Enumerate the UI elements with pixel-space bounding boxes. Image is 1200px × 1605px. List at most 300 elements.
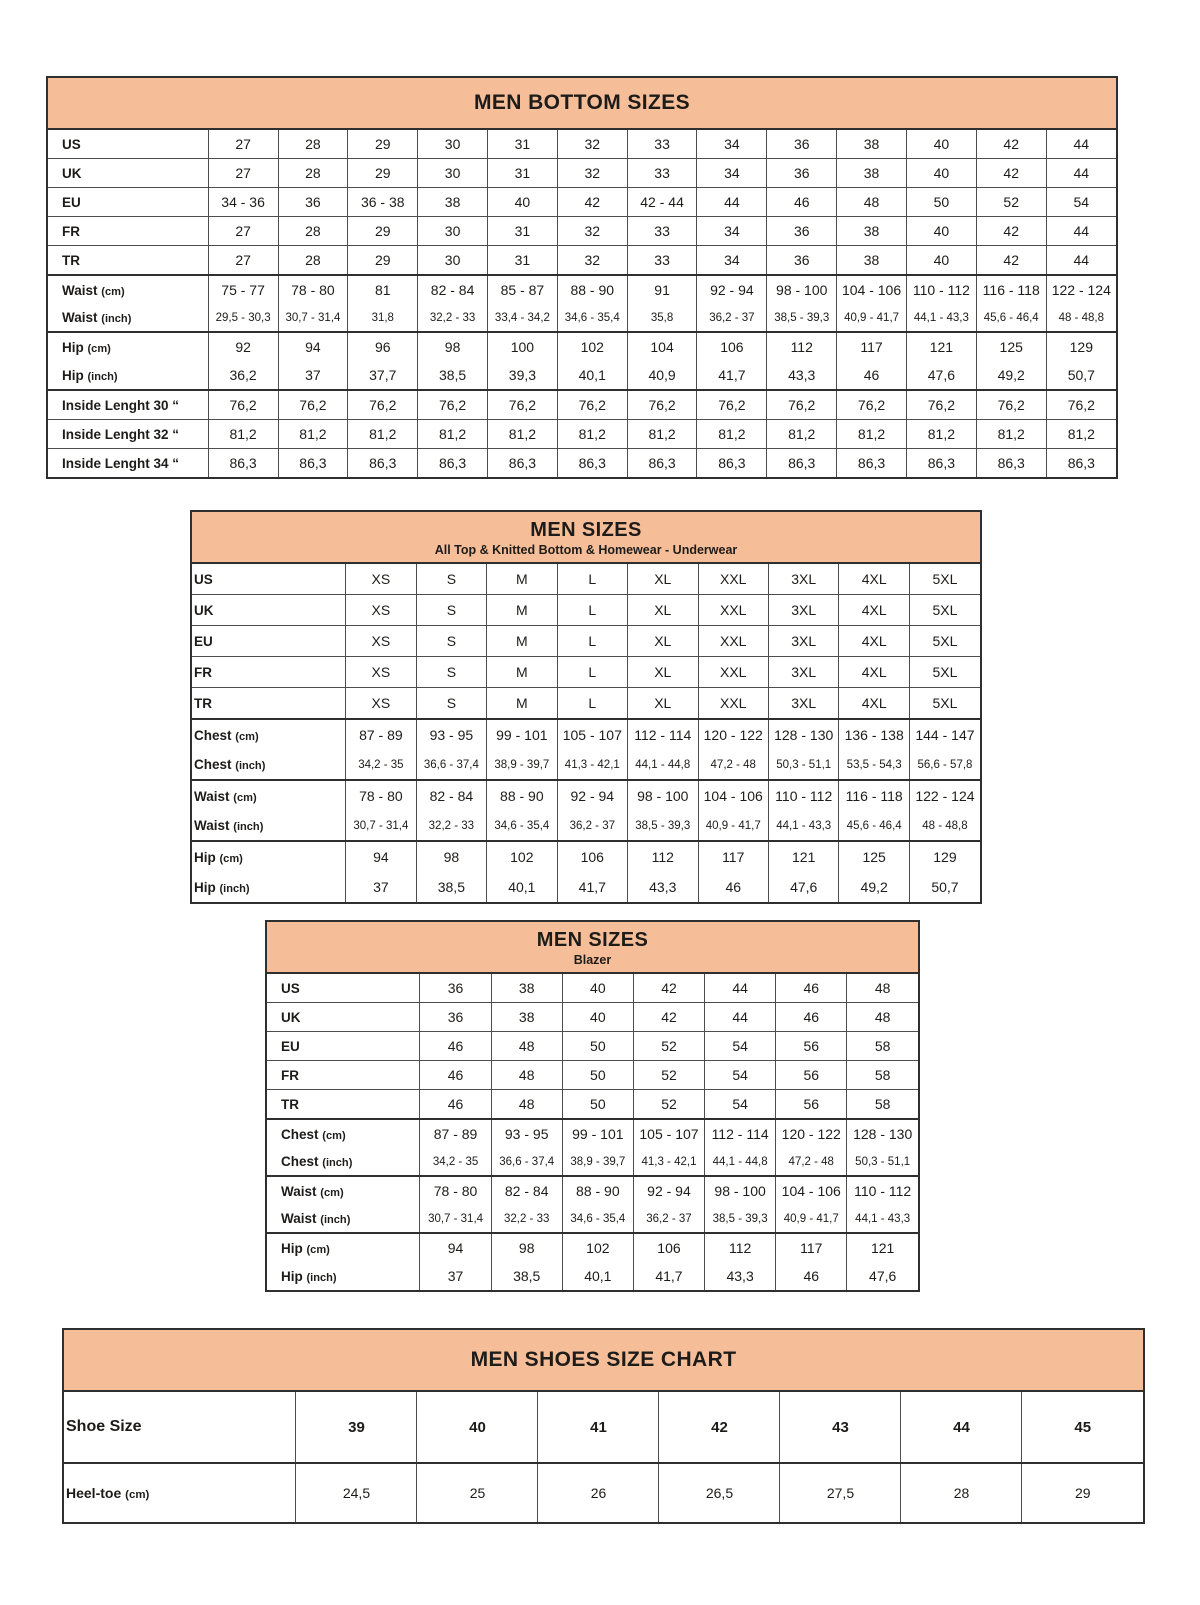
cell-value: 136 - 138 [839, 719, 909, 750]
cell-value: 30 [418, 217, 488, 246]
cell-value: 44,1 - 44,8 [628, 750, 698, 780]
cell-value: 32,2 - 33 [416, 811, 486, 841]
cell-value: 43 [780, 1392, 901, 1463]
cell-value: XXL [698, 564, 768, 595]
cell-value: 99 - 101 [562, 1119, 633, 1148]
cell-value: M [487, 688, 557, 720]
row-label: Waist (inch) [62, 310, 132, 325]
cell-value: 86,3 [1046, 449, 1116, 478]
cell-value: 31 [488, 159, 558, 188]
cell-value: 42 [976, 246, 1046, 276]
cell-value: 48 - 48,8 [1046, 304, 1116, 332]
cell-value: 121 [906, 332, 976, 361]
cell-value: 34,2 - 35 [420, 1148, 491, 1176]
cell-value: 88 - 90 [562, 1176, 633, 1205]
cell-value: 116 - 118 [839, 780, 909, 811]
cell-value: 4XL [839, 626, 909, 657]
cell-value: 82 - 84 [491, 1176, 562, 1205]
cell-value: 31 [488, 130, 558, 159]
cell-value: 76,2 [906, 390, 976, 420]
table-row [48, 420, 1116, 449]
table-row [267, 974, 918, 1003]
cell-value: S [416, 657, 486, 688]
cell-value: 42 [659, 1392, 780, 1463]
cell-value: 28 [278, 159, 348, 188]
cell-value: 38 [837, 217, 907, 246]
cell-value: 49,2 [976, 361, 1046, 390]
cell-value: 29 [1022, 1463, 1143, 1522]
table-row [192, 872, 980, 902]
cell-value: 87 - 89 [346, 719, 416, 750]
cell-value: 36,2 - 37 [557, 811, 627, 841]
cell-value: 46 [837, 361, 907, 390]
cell-value: 102 [562, 1233, 633, 1262]
row-label-unit: (cm) [320, 1186, 344, 1199]
cell-value: S [416, 626, 486, 657]
cell-value: 27 [208, 246, 278, 276]
cell-value: 28 [278, 217, 348, 246]
cell-value: 54 [705, 1032, 776, 1061]
table-row [192, 564, 980, 595]
table-row [192, 595, 980, 626]
cell-value: 106 [557, 841, 627, 872]
cell-value: 40,1 [562, 1262, 633, 1290]
cell-value: 76,2 [976, 390, 1046, 420]
cell-value: 43,3 [767, 361, 837, 390]
cell-value: 40 [562, 1003, 633, 1032]
cell-value: 40,9 - 41,7 [698, 811, 768, 841]
cell-value: 38,5 [418, 361, 488, 390]
cell-value: XS [346, 595, 416, 626]
cell-value: XXL [698, 626, 768, 657]
cell-value: 47,2 - 48 [698, 750, 768, 780]
table-row [48, 130, 1116, 159]
cell-value: 41,7 [633, 1262, 704, 1290]
cell-value: XL [628, 688, 698, 720]
table-title: MEN SIZES [536, 929, 649, 951]
cell-value: 98 [416, 841, 486, 872]
cell-value: 112 - 114 [705, 1119, 776, 1148]
cell-value: 117 [776, 1233, 847, 1262]
cell-value: M [487, 626, 557, 657]
table-row [48, 304, 1116, 332]
cell-value: S [416, 564, 486, 595]
men-sizes-top-table [190, 510, 982, 904]
cell-value: 49,2 [839, 872, 909, 902]
table-row [48, 159, 1116, 188]
table-header [192, 512, 980, 564]
table-row [267, 1148, 918, 1176]
table-title: MEN BOTTOM SIZES [473, 91, 691, 114]
table-row [48, 275, 1116, 304]
cell-value: 38,9 - 39,7 [487, 750, 557, 780]
cell-value: 102 [487, 841, 557, 872]
cell-value: 58 [847, 1032, 918, 1061]
row-label: FR [267, 1061, 420, 1090]
cell-value: XS [346, 564, 416, 595]
row-label: Waist (cm) [48, 275, 208, 304]
cell-value: 76,2 [627, 390, 697, 420]
cell-value: 40,1 [487, 872, 557, 902]
table-row [267, 1003, 918, 1032]
cell-value: 34,6 - 35,4 [557, 304, 627, 332]
cell-value: 40 [906, 159, 976, 188]
cell-value: 33,4 - 34,2 [488, 304, 558, 332]
cell-value: 48 - 48,8 [909, 811, 980, 841]
cell-value: 104 - 106 [837, 275, 907, 304]
cell-value: 33 [627, 159, 697, 188]
cell-value: 27,5 [780, 1463, 901, 1522]
cell-value: 38 [491, 1003, 562, 1032]
cell-value: 92 - 94 [633, 1176, 704, 1205]
cell-value: 31,8 [348, 304, 418, 332]
cell-value: 32 [557, 130, 627, 159]
row-label: Hip (cm) [48, 332, 208, 361]
cell-value: 30 [418, 246, 488, 276]
cell-value: 41,7 [697, 361, 767, 390]
cell-value: 31 [488, 246, 558, 276]
row-label: UK [267, 1003, 420, 1032]
cell-value: 56,6 - 57,8 [909, 750, 980, 780]
cell-value: 36 - 38 [348, 188, 418, 217]
cell-value: L [557, 595, 627, 626]
cell-value: 53,5 - 54,3 [839, 750, 909, 780]
cell-value: 46 [420, 1061, 491, 1090]
cell-value: 47,6 [906, 361, 976, 390]
cell-value: 76,2 [488, 390, 558, 420]
cell-value: 50 [906, 188, 976, 217]
cell-value: 98 - 100 [767, 275, 837, 304]
table-row [48, 188, 1116, 217]
cell-value: 32 [557, 217, 627, 246]
cell-value: 29 [348, 217, 418, 246]
cell-value: 112 [628, 841, 698, 872]
cell-value: XS [346, 657, 416, 688]
row-label: US [194, 571, 213, 587]
cell-value: 36 [278, 188, 348, 217]
cell-value: 45,6 - 46,4 [839, 811, 909, 841]
cell-value: 36 [767, 217, 837, 246]
cell-value: 50 [562, 1032, 633, 1061]
cell-value: 52 [633, 1061, 704, 1090]
cell-value: 81,2 [278, 420, 348, 449]
cell-value: 54 [1046, 188, 1116, 217]
table-row [192, 719, 980, 750]
cell-value: 27 [208, 217, 278, 246]
cell-value: 112 [767, 332, 837, 361]
row-label-unit: (cm) [322, 1129, 346, 1142]
cell-value: 38,5 - 39,3 [628, 811, 698, 841]
cell-value: 86,3 [418, 449, 488, 478]
table-row [267, 1205, 918, 1233]
cell-value: 42 [557, 188, 627, 217]
cell-value: 93 - 95 [416, 719, 486, 750]
cell-value: 47,2 - 48 [776, 1148, 847, 1176]
cell-value: 46 [767, 188, 837, 217]
cell-value: 88 - 90 [487, 780, 557, 811]
cell-value: 112 - 114 [628, 719, 698, 750]
row-label: TR [267, 1090, 420, 1120]
cell-value: 34,6 - 35,4 [562, 1205, 633, 1233]
row-label: US [281, 980, 300, 996]
table-row [267, 1032, 918, 1061]
cell-value: 56 [776, 1032, 847, 1061]
cell-value: 42 - 44 [627, 188, 697, 217]
cell-value: 117 [698, 841, 768, 872]
cell-value: 48 [491, 1061, 562, 1090]
table-subtitle: Blazer [573, 953, 612, 967]
cell-value: 38,5 - 39,3 [767, 304, 837, 332]
cell-value: 43,3 [628, 872, 698, 902]
cell-value: 41,7 [557, 872, 627, 902]
row-label: Chest (cm) [267, 1119, 420, 1148]
cell-value: 44,1 - 43,3 [847, 1205, 918, 1233]
cell-value: 52 [976, 188, 1046, 217]
row-label-unit: (cm) [87, 342, 111, 355]
cell-value: 4XL [839, 688, 909, 720]
cell-value: 42 [976, 130, 1046, 159]
cell-value: 46 [698, 872, 768, 902]
cell-value: 36,2 [208, 361, 278, 390]
cell-value: 32 [557, 246, 627, 276]
table-row [48, 217, 1116, 246]
cell-value: 76,2 [418, 390, 488, 420]
cell-value: 36 [767, 246, 837, 276]
cell-value: S [416, 595, 486, 626]
cell-value: XL [628, 595, 698, 626]
cell-value: XXL [698, 688, 768, 720]
table-row [267, 1233, 918, 1262]
cell-value: 30,7 - 31,4 [346, 811, 416, 841]
cell-value: 78 - 80 [346, 780, 416, 811]
cell-value: 46 [420, 1032, 491, 1061]
cell-value: 92 [208, 332, 278, 361]
cell-value: 30,7 - 31,4 [420, 1205, 491, 1233]
cell-value: 38 [837, 159, 907, 188]
cell-value: 4XL [839, 657, 909, 688]
cell-value: 44 [705, 1003, 776, 1032]
cell-value: 38 [418, 188, 488, 217]
men-bottom-sizes-table [46, 76, 1118, 479]
cell-value: 3XL [768, 688, 838, 720]
cell-value: 110 - 112 [906, 275, 976, 304]
cell-value: 117 [837, 332, 907, 361]
cell-value: 50,3 - 51,1 [768, 750, 838, 780]
cell-value: 44 [1046, 130, 1116, 159]
cell-value: 40 [906, 130, 976, 159]
size-grid [48, 130, 1116, 477]
cell-value: 144 - 147 [909, 719, 980, 750]
size-grid [192, 564, 980, 902]
table-row [192, 688, 980, 720]
cell-value: 110 - 112 [847, 1176, 918, 1205]
row-label: Hip (cm) [267, 1233, 420, 1262]
cell-value: 46 [420, 1090, 491, 1120]
cell-value: 40 [562, 974, 633, 1003]
cell-value: 32,2 - 33 [491, 1205, 562, 1233]
cell-value: 121 [847, 1233, 918, 1262]
cell-value: 40 [906, 217, 976, 246]
cell-value: 28 [901, 1463, 1022, 1522]
cell-value: 86,3 [767, 449, 837, 478]
cell-value: 5XL [909, 564, 980, 595]
cell-value: 42 [976, 159, 1046, 188]
cell-value: 50 [562, 1061, 633, 1090]
cell-value: 38,5 - 39,3 [705, 1205, 776, 1233]
cell-value: 86,3 [976, 449, 1046, 478]
row-label: Hip (inch) [62, 367, 118, 383]
cell-value: 40,9 [627, 361, 697, 390]
cell-value: 5XL [909, 595, 980, 626]
men-sizes-blazer-table [265, 920, 920, 1292]
row-label-unit: (cm) [306, 1243, 330, 1256]
cell-value: 76,2 [348, 390, 418, 420]
cell-value: 44 [1046, 217, 1116, 246]
table-row [48, 361, 1116, 390]
cell-value: 48 [847, 1003, 918, 1032]
cell-value: 31 [488, 217, 558, 246]
cell-value: 81,2 [976, 420, 1046, 449]
cell-value: 50,7 [909, 872, 980, 902]
cell-value: S [416, 688, 486, 720]
cell-value: 86,3 [906, 449, 976, 478]
cell-value: 34,2 - 35 [346, 750, 416, 780]
cell-value: 5XL [909, 688, 980, 720]
cell-value: 24,5 [296, 1463, 417, 1522]
cell-value: 98 - 100 [705, 1176, 776, 1205]
cell-value: 81,2 [557, 420, 627, 449]
cell-value: 5XL [909, 657, 980, 688]
cell-value: 78 - 80 [278, 275, 348, 304]
cell-value: 86,3 [697, 449, 767, 478]
cell-value: 58 [847, 1061, 918, 1090]
row-label: UK [48, 159, 208, 188]
cell-value: 5XL [909, 626, 980, 657]
cell-value: 54 [705, 1061, 776, 1090]
row-label-unit: (cm) [233, 791, 257, 804]
cell-value: 129 [1046, 332, 1116, 361]
cell-value: 37 [278, 361, 348, 390]
cell-value: 44 [901, 1392, 1022, 1463]
cell-value: 48 [491, 1090, 562, 1120]
cell-value: 121 [768, 841, 838, 872]
cell-value: 104 - 106 [698, 780, 768, 811]
table-row [267, 1061, 918, 1090]
cell-value: 27 [208, 159, 278, 188]
row-label-unit: (cm) [235, 730, 259, 743]
cell-value: 105 - 107 [633, 1119, 704, 1148]
cell-value: 110 - 112 [768, 780, 838, 811]
table-row [48, 246, 1116, 276]
table-row [192, 626, 980, 657]
cell-value: 34,6 - 35,4 [487, 811, 557, 841]
cell-value: 33 [627, 217, 697, 246]
cell-value: 32,2 - 33 [418, 304, 488, 332]
cell-value: 41,3 - 42,1 [633, 1148, 704, 1176]
row-label-unit: (inch) [306, 1271, 337, 1284]
cell-value: 38,5 [416, 872, 486, 902]
cell-value: 50,7 [1046, 361, 1116, 390]
cell-value: 40,1 [557, 361, 627, 390]
cell-value: 75 - 77 [208, 275, 278, 304]
table-row [192, 841, 980, 872]
cell-value: 38 [491, 974, 562, 1003]
cell-value: 128 - 130 [768, 719, 838, 750]
table-row [48, 390, 1116, 420]
cell-value: 86,3 [837, 449, 907, 478]
cell-value: 30 [418, 130, 488, 159]
cell-value: 35,8 [627, 304, 697, 332]
cell-value: 56 [776, 1061, 847, 1090]
cell-value: 28 [278, 130, 348, 159]
cell-value: XL [628, 626, 698, 657]
size-grid [64, 1392, 1143, 1522]
cell-value: 81,2 [837, 420, 907, 449]
cell-value: 36,6 - 37,4 [491, 1148, 562, 1176]
cell-value: 38 [837, 130, 907, 159]
cell-value: 76,2 [837, 390, 907, 420]
cell-value: 78 - 80 [420, 1176, 491, 1205]
cell-value: 36,6 - 37,4 [416, 750, 486, 780]
cell-value: 40,9 - 41,7 [776, 1205, 847, 1233]
row-label: Waist (cm) [192, 780, 346, 811]
row-label-unit: (inch) [101, 313, 132, 325]
cell-value: 102 [557, 332, 627, 361]
cell-value: 37 [346, 872, 416, 902]
cell-value: 76,2 [208, 390, 278, 420]
cell-value: 4XL [839, 595, 909, 626]
cell-value: 81,2 [906, 420, 976, 449]
cell-value: XXL [698, 657, 768, 688]
row-label: UK [192, 595, 346, 626]
table-row [48, 449, 1116, 478]
cell-value: 46 [776, 1003, 847, 1032]
cell-value: L [557, 564, 627, 595]
row-label-unit: (cm) [101, 285, 125, 298]
cell-value: 40 [906, 246, 976, 276]
table-row [192, 657, 980, 688]
cell-value: 3XL [768, 595, 838, 626]
cell-value: 81 [348, 275, 418, 304]
cell-value: 92 - 94 [697, 275, 767, 304]
row-label: EU [192, 626, 346, 657]
cell-value: 44,1 - 44,8 [705, 1148, 776, 1176]
cell-value: 37,7 [348, 361, 418, 390]
cell-value: M [487, 657, 557, 688]
cell-value: 82 - 84 [416, 780, 486, 811]
table-subtitle: All Top & Knitted Bottom & Homewear - Underwear [434, 543, 738, 557]
cell-value: 36 [420, 974, 491, 1003]
cell-value: 81,2 [627, 420, 697, 449]
cell-value: 99 - 101 [487, 719, 557, 750]
cell-value: 76,2 [697, 390, 767, 420]
cell-value: 34 [697, 130, 767, 159]
cell-value: 98 - 100 [628, 780, 698, 811]
cell-value: 29,5 - 30,3 [208, 304, 278, 332]
cell-value: 116 - 118 [976, 275, 1046, 304]
cell-value: M [487, 595, 557, 626]
cell-value: 40 [417, 1392, 538, 1463]
row-label-unit: (inch) [233, 821, 264, 833]
row-label: Chest (inch) [194, 757, 266, 772]
cell-value: 125 [976, 332, 1046, 361]
cell-value: 52 [633, 1032, 704, 1061]
row-label: Waist (inch) [194, 818, 264, 833]
cell-value: 42 [633, 1003, 704, 1032]
cell-value: 105 - 107 [557, 719, 627, 750]
table-row [267, 1119, 918, 1148]
row-label: EU [267, 1032, 420, 1061]
